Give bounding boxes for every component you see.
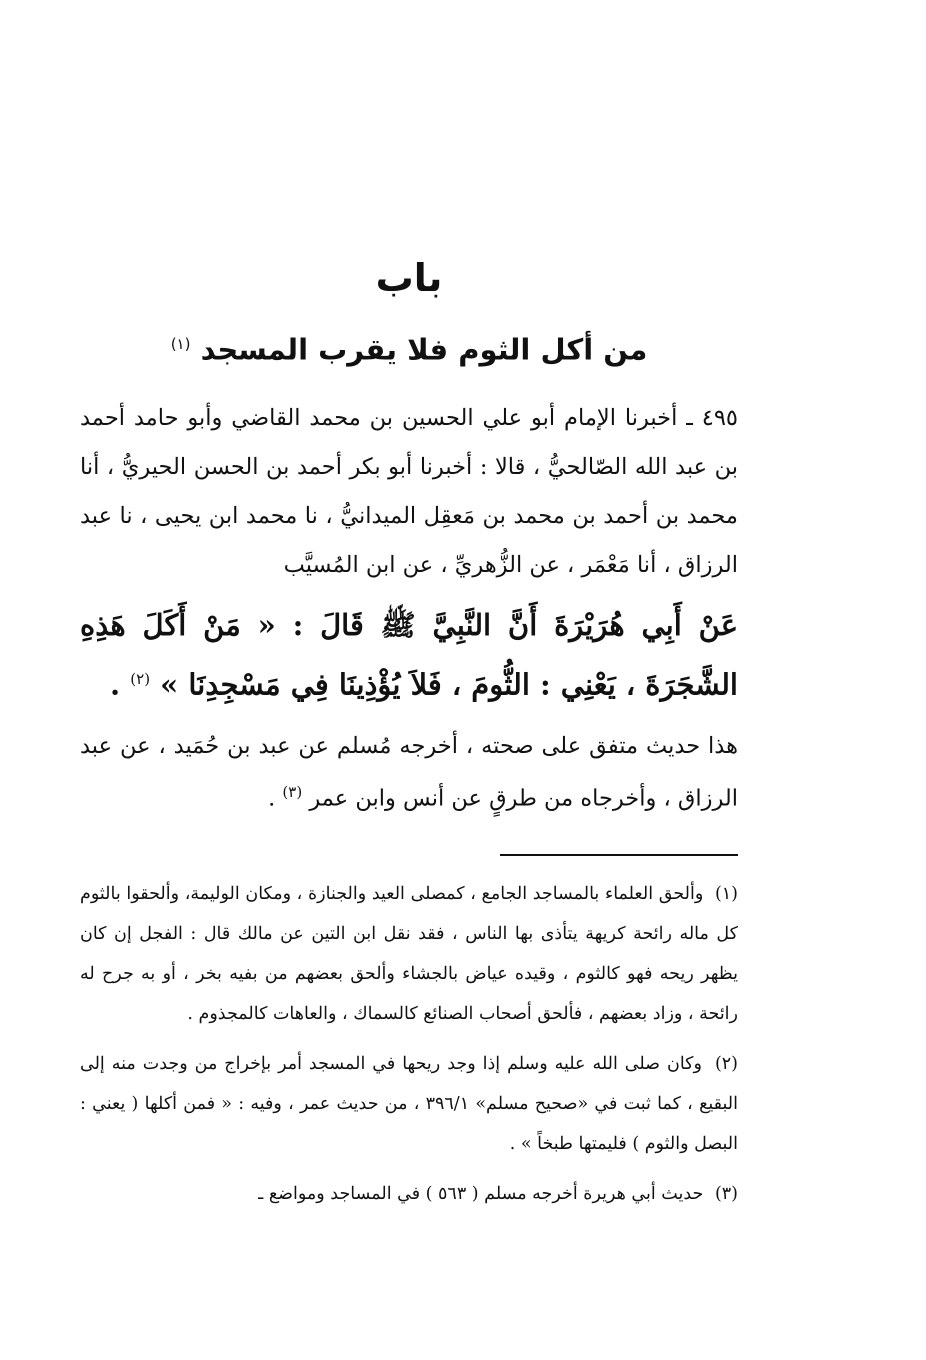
footnote-3-number: (٣): [714, 1183, 738, 1204]
footnote-2-text: وكان صلى الله عليه وسلم إذا وجد ريحها في المسجد أمر بإخراج من وجدت منه إلى البقيع ، كما ثبت في «صحيح مسلم» ٣٩٦/١ ، من حديث عمر ، وفيه : « فمن أكلها ( يعني : البصل والثوم ) فليمتها طبخاً » .: [80, 1053, 738, 1154]
hadith-commentary-end: .: [268, 785, 276, 812]
footnote-3-text: حديث أبي هريرة أخرجه مسلم ( ٥٦٣ ) في المساجد ومواضع ـ: [258, 1183, 704, 1204]
hadith-matn-end: .: [110, 667, 121, 702]
chapter-title-text: من أكل الثوم فلا يقرب المسجد: [200, 332, 648, 367]
footnote-2: [80, 1044, 738, 1164]
chapter-title: [80, 314, 738, 380]
footnote-separator: [500, 854, 738, 856]
chapter-label: باب: [375, 256, 443, 300]
hadith-matn-note: (٢): [130, 669, 151, 688]
hadith-commentary: هذا حديث متفق على صحته ، أخرجه مُسلم عن عبد بن حُمَيد ، عن عبد الرزاق ، وأخرجاه من طرقٍ عن أنس وابن عمر: [80, 733, 738, 812]
footnote-1-text: وألحق العلماء بالمساجد الجامع ، كمصلى العيد والجنازة ، ومكان الوليمة، وألحقوا بالثوم كل ماله رائحة كريهة يتأذى بها الناس ، فقد نقل ابن التين عن مالك قال : الفجل إن كان يظهر ريحه فهو كالثوم ، وقيده عياض بالجشاء وألحق بعضهم من بفيه بخر ، أو به جرح له رائحة ، وزاد بعضهم ، فألحق أصحاب الصنائع كالسماك ، والعاهات كالمجذوم .: [80, 883, 738, 1024]
footnote-1-number: (١): [714, 883, 738, 904]
footnote-2-number: (٢): [714, 1053, 738, 1074]
hadith-commentary-paragraph: [80, 723, 738, 822]
chapter-title-note: (١): [170, 335, 191, 353]
footnote-1: [80, 874, 738, 1034]
footnote-3: [80, 1174, 738, 1214]
hadith-commentary-note: (٣): [282, 783, 303, 802]
hadith-matn: عَنْ أَبِي هُرَيْرَةَ أَنَّ النَّبِيَّ ﷺ قَالَ : « مَنْ أَكَلَ هَذِهِ الشَّجَرَةَ ، يَعْنِي : الثُّومَ ، فَلاَ يُؤْذِينَا فِي مَسْجِدِنَا »: [80, 607, 738, 702]
hadith-matn-paragraph: [80, 598, 738, 712]
footnotes: [80, 874, 738, 1214]
hadith-isnad: ٤٩٥ ـ أخبرنا الإمام أبو علي الحسين بن محمد القاضي وأبو حامد أحمد بن عبد الله الصّالحيُّ ، قالا : أخبرنا أبو بكر أحمد بن الحسن الحيريُّ ، أنا محمد بن أحمد بن محمد بن مَعقِل الميدانيُّ ، نا محمد ابن يحيى ، نا عبد الرزاق ، أنا مَعْمَر ، عن الزُّهريِّ ، عن ابن المُسيَّب: [80, 404, 738, 578]
